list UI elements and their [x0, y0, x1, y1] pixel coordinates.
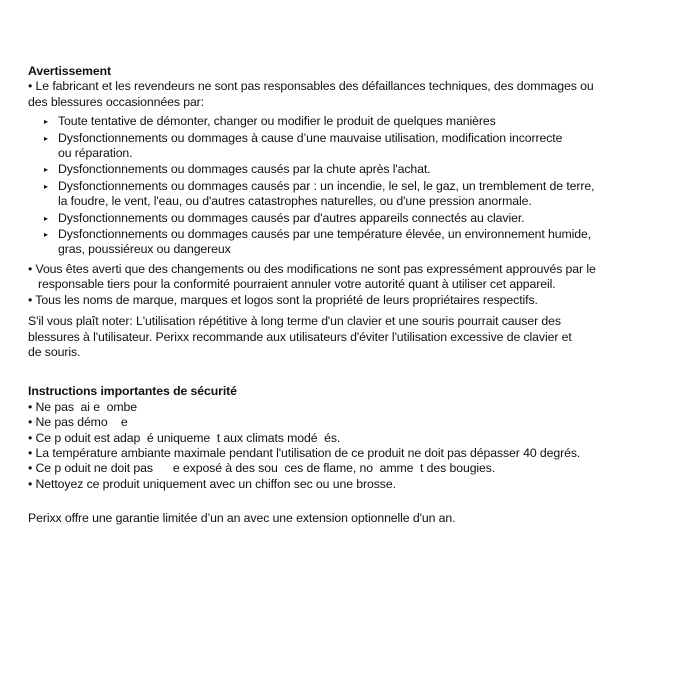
list-item-text: Toute tentative de démonter, changer ou modifier le produit de quelques manières: [58, 114, 496, 129]
list-item-text: ou réparation.: [58, 146, 133, 161]
triangle-bullet-icon: ▸: [44, 165, 48, 175]
list-item-text: Dysfonctionnements ou dommages à cause d’une mauvaise utilisation, modification incorrecte: [58, 130, 563, 145]
triangle-bullet-icon: ▸: [44, 133, 48, 143]
intro-line-2: des blessures occasionnées par:: [28, 94, 204, 109]
triangle-bullet-icon: ▸: [44, 213, 48, 223]
warranty-line: Perixx offre une garantie limitée d’un an avec une extension optionnelle d'un an.: [28, 511, 456, 526]
triangle-bullet-icon: ▸: [44, 117, 48, 127]
note-line-2: blessures à l'utilisateur. Perixx recommande aux utilisateurs d'éviter l'utilisation excessive de clavier et: [28, 329, 572, 344]
list-item: [28, 179, 668, 210]
avertissement-heading: Avertissement: [28, 64, 111, 78]
list-item: [28, 162, 668, 177]
list-item: [28, 131, 668, 162]
triangle-bullet-icon: ▸: [44, 181, 48, 191]
list-item: [28, 114, 668, 129]
notice-line-1: • Vous êtes averti que des changements ou des modifications ne sont pas expressément approuvés par le: [28, 261, 596, 276]
safety-item: • Ne pas ai e ombe: [28, 399, 137, 414]
brands-line: • Tous les noms de marque, marques et logos sont la propriété de leurs propriétaires respectifs.: [28, 292, 538, 307]
note-line-3: de souris.: [28, 344, 81, 359]
document: [28, 64, 668, 527]
safety-heading: Instructions importantes de sécurité: [28, 384, 237, 399]
damage-causes-list: [28, 114, 668, 258]
notice-line-2: responsable tiers pour la conformité pourraient annuler votre autorité quant à utiliser cet appareil.: [38, 277, 556, 292]
list-item: [28, 227, 668, 258]
safety-item: • Ne pas démo e: [28, 415, 128, 430]
list-item-text: la foudre, le vent, l'eau, ou d'autres catastrophes naturelles, ou d'une pression anormale.: [58, 194, 532, 209]
list-item-text: Dysfonctionnements ou dommages causés par : un incendie, le sel, le gaz, un tremblement de terre,: [58, 178, 595, 193]
safety-item: • Nettoyez ce produit uniquement avec un chiffon sec ou une brosse.: [28, 476, 396, 491]
list-item-text: Dysfonctionnements ou dommages causés par une température élevée, un environnement humide,: [58, 227, 592, 242]
intro-line-1: • Le fabricant et les revendeurs ne sont pas responsables des défaillances techniques, des dommages ou: [28, 79, 594, 94]
list-item-text: Dysfonctionnements ou dommages causés par d'autres appareils connectés au clavier.: [58, 210, 525, 225]
list-item: [28, 211, 668, 226]
safety-item: • Ce p oduit est adap é uniqueme t aux climats modé és.: [28, 430, 341, 445]
note-line-1: S'il vous plaît noter: L'utilisation répétitive à long terme d'un clavier et une souris pourrait causer des: [28, 314, 561, 329]
list-item-text: gras, poussiéreux ou dangereux: [58, 242, 231, 257]
safety-item: • La température ambiante maximale pendant l'utilisation de ce produit ne doit pas dépasser 40 degrés.: [28, 445, 581, 460]
list-item-text: Dysfonctionnements ou dommages causés par la chute après l'achat.: [58, 162, 431, 177]
triangle-bullet-icon: ▸: [44, 230, 48, 240]
safety-item: • Ce p oduit ne doit pas e exposé à des sou ces de flame, no amme t des bougies.: [28, 461, 496, 476]
